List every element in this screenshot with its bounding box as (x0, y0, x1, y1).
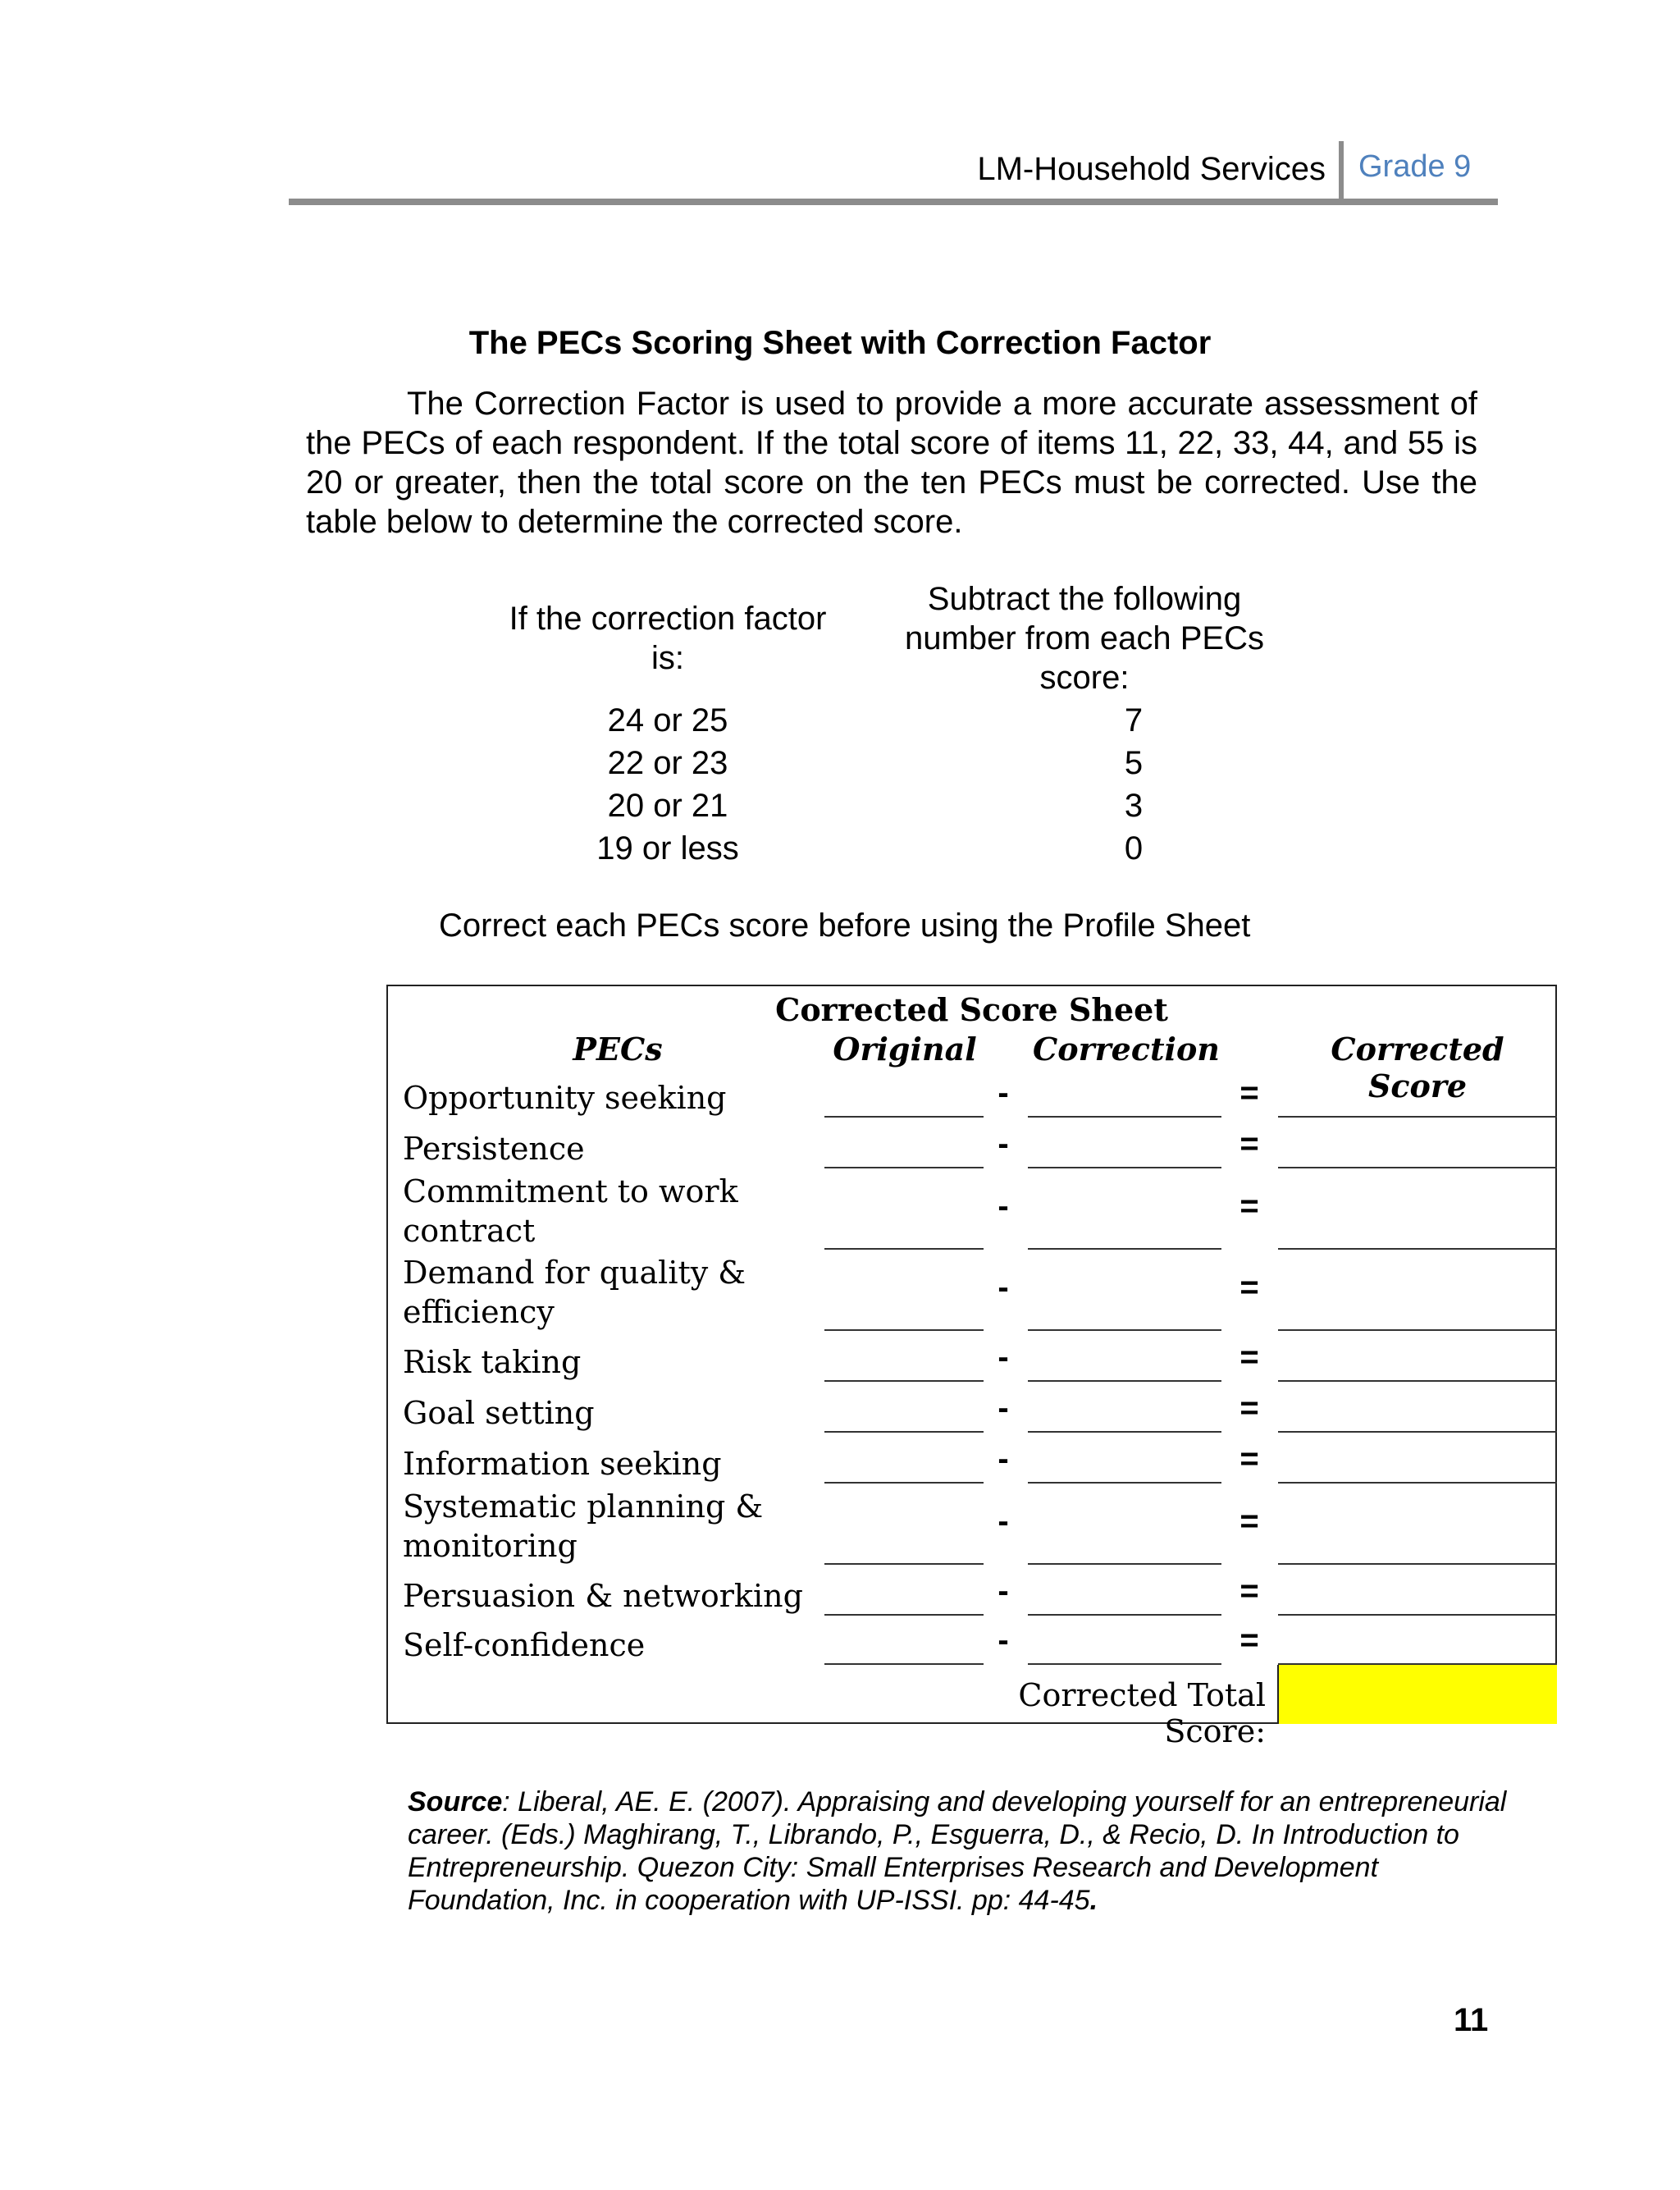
column-header-correction: Correction (1033, 1031, 1220, 1068)
correction-factor-header: If the correction factor is: (509, 601, 827, 676)
header-title: LM-Household Services (977, 151, 1326, 187)
correction-factor-value: 19 or less (596, 830, 739, 866)
column-header-original: Original (833, 1031, 977, 1068)
instruction-text: Correct each PECs score before using the Profile Sheet (439, 908, 1251, 944)
column-header-corrected-score: Corrected Score (1331, 1031, 1504, 1104)
document-title: The PECs Scoring Sheet with Correction Factor (468, 325, 1212, 361)
equals-sign: = (1239, 1441, 1259, 1477)
correction-factor-value: 22 or 23 (607, 745, 728, 781)
subtract-value: 3 (1124, 788, 1144, 824)
minus-sign: - (998, 1188, 1009, 1224)
minus-sign: - (998, 1075, 1009, 1111)
corrected-score-sheet (386, 985, 1557, 1749)
source-end: . (1089, 1885, 1098, 1916)
correction-input[interactable] (1028, 1663, 1221, 1665)
score-row (388, 1484, 1555, 1565)
score-row (388, 1382, 1555, 1433)
intro-paragraph: The Correction Factor is used to provide a more accurate assessment of the PECs of each respondent. If the total score of items 11, 22, 33, 44, and 55 is 20 or greater, then the total score on the ten PECs must be corrected. Use the table below to determine the corrected score. (306, 386, 1477, 540)
pec-label: Persistence (403, 1131, 585, 1167)
equals-sign: = (1239, 1126, 1259, 1162)
correction-factor-value: 24 or 25 (607, 702, 728, 738)
minus-sign: - (998, 1126, 1009, 1162)
correction-row (0, 745, 1680, 788)
corrected-total-score-field[interactable] (1277, 1665, 1557, 1724)
page-number: 11 (1454, 2002, 1489, 2038)
page-header (289, 138, 1498, 205)
subtract-value: 5 (1124, 745, 1144, 781)
equals-sign: = (1239, 1075, 1259, 1111)
score-row (388, 1433, 1555, 1484)
equals-sign: = (1239, 1269, 1259, 1305)
score-row (388, 1168, 1555, 1250)
column-header-pecs: PECs (573, 1031, 663, 1068)
score-row (388, 1118, 1555, 1168)
header-grade: Grade 9 (1358, 149, 1472, 184)
subtract-value: 7 (1124, 702, 1144, 738)
score-row (388, 1250, 1555, 1331)
original-score-input[interactable] (824, 1663, 984, 1665)
pec-label: Demand for quality & efficiency (403, 1255, 746, 1330)
correction-row (0, 788, 1680, 830)
equals-sign: = (1239, 1503, 1259, 1539)
equals-sign: = (1239, 1339, 1259, 1375)
pec-label: Opportunity seeking (403, 1080, 727, 1116)
pec-label: Systematic planning & monitoring (403, 1488, 764, 1564)
score-row (388, 1331, 1555, 1382)
equals-sign: = (1239, 1390, 1259, 1426)
corrected-total-label: Corrected Total Score: (1018, 1677, 1266, 1749)
header-rule (289, 199, 1498, 205)
score-row (388, 1565, 1555, 1616)
score-row (388, 1616, 1555, 1665)
source-label: Source (408, 1786, 503, 1817)
minus-sign: - (998, 1390, 1009, 1426)
minus-sign: - (998, 1339, 1009, 1375)
correction-factor-value: 20 or 21 (607, 788, 728, 824)
correction-row (0, 830, 1680, 873)
equals-sign: = (1239, 1622, 1259, 1658)
minus-sign: - (998, 1622, 1009, 1658)
subtract-header: Subtract the following number from each PECs score: (905, 581, 1264, 696)
header-separator (1339, 141, 1344, 205)
correction-row (0, 702, 1680, 745)
pec-label: Self-confidence (403, 1627, 646, 1663)
pec-label: Information seeking (403, 1446, 722, 1482)
equals-sign: = (1239, 1573, 1259, 1609)
subtract-value: 0 (1124, 830, 1144, 866)
minus-sign: - (998, 1441, 1009, 1477)
pec-label: Commitment to work contract (403, 1173, 738, 1249)
minus-sign: - (998, 1269, 1009, 1305)
minus-sign: - (998, 1573, 1009, 1609)
pec-label: Risk taking (403, 1344, 582, 1380)
equals-sign: = (1239, 1188, 1259, 1224)
minus-sign: - (998, 1503, 1009, 1539)
pec-label: Goal setting (403, 1395, 595, 1431)
score-row (388, 1077, 1555, 1118)
score-sheet-title: Corrected Score Sheet (775, 991, 1168, 1028)
source-text: : Liberal, AE. E. (2007). Appraising and developing yourself for an entrepreneurial career. (Eds.) Maghirang, T., Librando, P., Esguerra, D., & Recio, D. In Introduction to Entrepreneurship. Quezon City: Small Enterprises Research and Development Foundation, Inc. in cooperation with UP-ISSI. pp: 44-45 (408, 1786, 1507, 1916)
pec-label: Persuasion & networking (403, 1578, 803, 1614)
source-citation (408, 1785, 1507, 1917)
